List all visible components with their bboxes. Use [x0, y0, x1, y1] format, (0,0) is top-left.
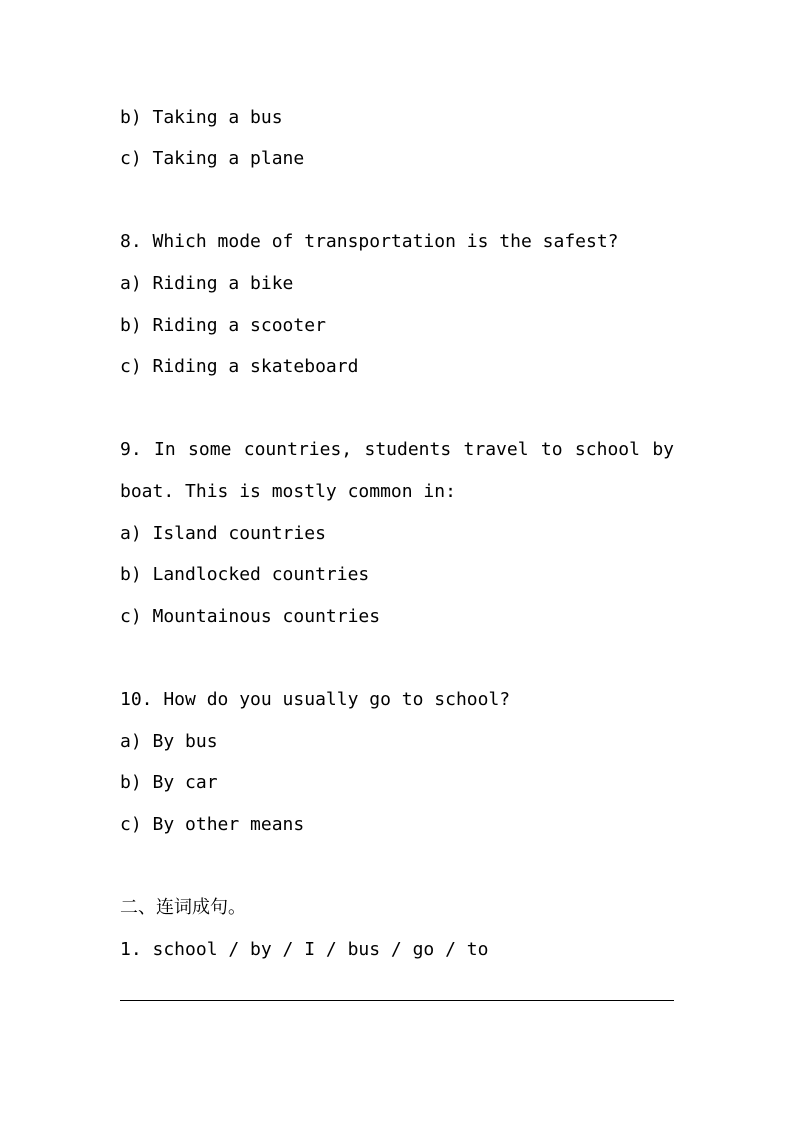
q10-option-c: c) By other means: [120, 814, 305, 835]
q9-question-line2: boat. This is mostly common in:: [120, 481, 456, 502]
q10-option-b: b) By car: [120, 772, 218, 793]
q10-question: 10. How do you usually go to school?: [120, 689, 511, 710]
q10-option-a: a) By bus: [120, 731, 218, 752]
q8-question: 8. Which mode of transportation is the safest?: [120, 231, 619, 252]
q7-option-c: c) Taking a plane: [120, 148, 305, 169]
q8-option-a: a) Riding a bike: [120, 273, 294, 294]
q9-option-a: a) Island countries: [120, 523, 326, 544]
q7-option-b: b) Taking a bus: [120, 107, 283, 128]
q9-question-line1: 9. In some countries, students travel to school by: [120, 439, 674, 460]
section2-item1: 1. school / by / I / bus / go / to: [120, 939, 489, 960]
answer-line[interactable]: [120, 1000, 674, 1001]
q8-option-c: c) Riding a skateboard: [120, 356, 359, 377]
q9-option-b: b) Landlocked countries: [120, 564, 370, 585]
q8-option-b: b) Riding a scooter: [120, 315, 326, 336]
section2-heading: 二、连词成句。: [120, 897, 246, 918]
q9-option-c: c) Mountainous countries: [120, 606, 381, 627]
